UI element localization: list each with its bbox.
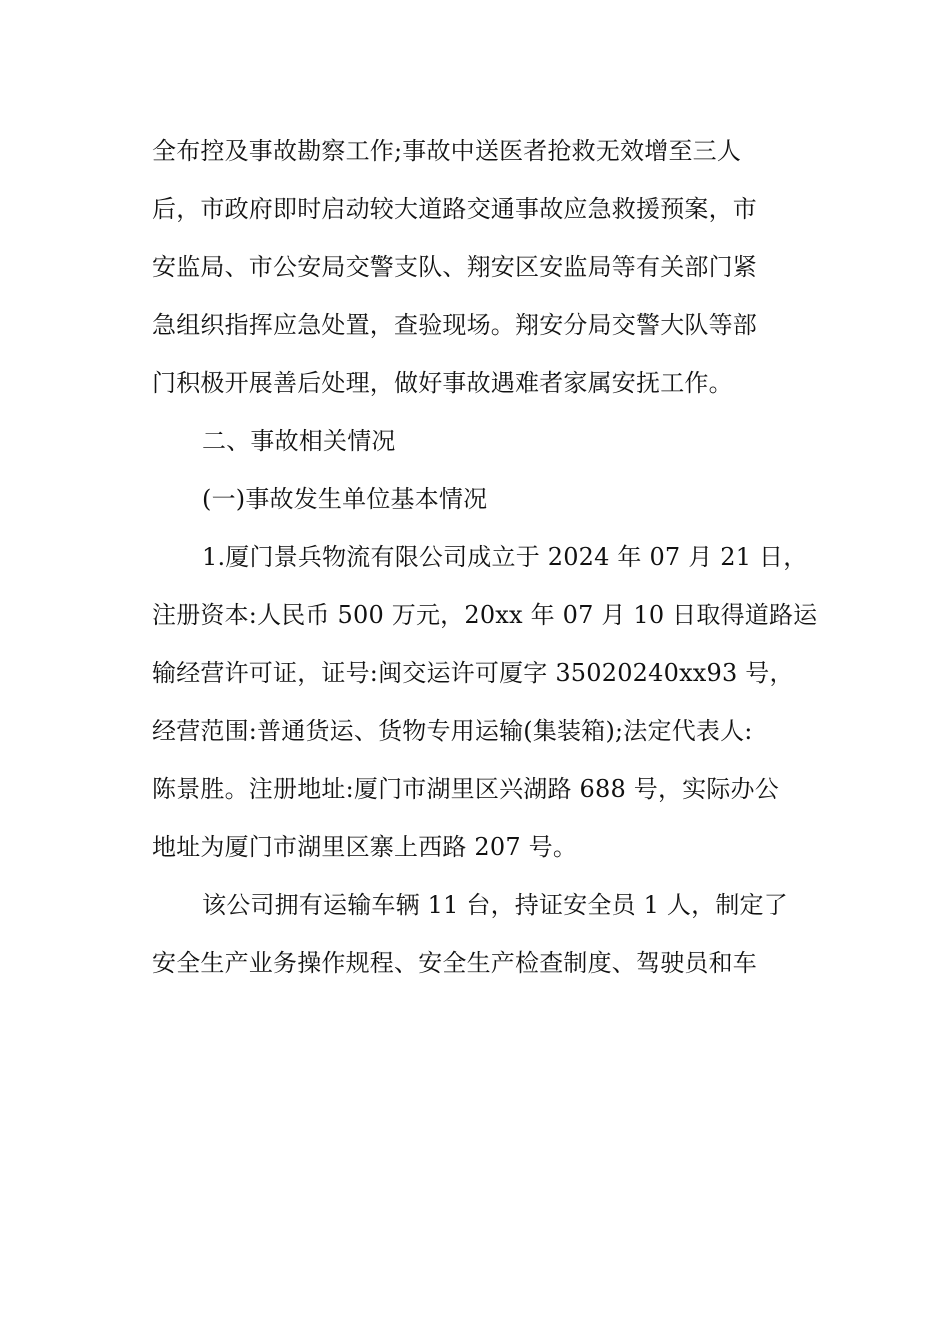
paragraph-line: 经营范围:普通货运、货物专用运输(集装箱);法定代表人: xyxy=(152,717,753,745)
paragraph-line: 地址为厦门市湖里区寨上西路 207 号。 xyxy=(152,833,578,861)
section-heading: 二、事故相关情况 xyxy=(202,427,396,455)
paragraph-line: 输经营许可证，证号:闽交运许可厦字 35020240xx93 号， xyxy=(152,659,794,687)
subsection-heading: (一)事故发生单位基本情况 xyxy=(202,485,488,513)
paragraph-line: 急组织指挥应急处置，查验现场。翔安分局交警大队等部 xyxy=(152,311,757,339)
paragraph-line: 注册资本:人民币 500 万元，20xx 年 07 月 10 日取得道路运 xyxy=(152,601,818,629)
paragraph-line: 全布控及事故勘察工作;事故中送医者抢救无效增至三人 xyxy=(152,137,742,165)
paragraph-line: 该公司拥有运输车辆 11 台，持证安全员 1 人，制定了 xyxy=(202,891,788,919)
paragraph-line: 安监局、市公安局交警支队、翔安区安监局等有关部门紧 xyxy=(152,253,757,281)
paragraph-line: 陈景胜。注册地址:厦门市湖里区兴湖路 688 号，实际办公 xyxy=(152,775,779,803)
paragraph-line: 安全生产业务操作规程、安全生产检查制度、驾驶员和车 xyxy=(152,949,757,977)
paragraph-line: 门积极开展善后处理，做好事故遇难者家属安抚工作。 xyxy=(152,369,733,397)
document-body xyxy=(152,122,818,992)
paragraph-line: 1.厦门景兵物流有限公司成立于 2024 年 07 月 21 日， xyxy=(202,543,808,571)
paragraph-line: 后，市政府即时启动较大道路交通事故应急救援预案，市 xyxy=(152,195,757,223)
